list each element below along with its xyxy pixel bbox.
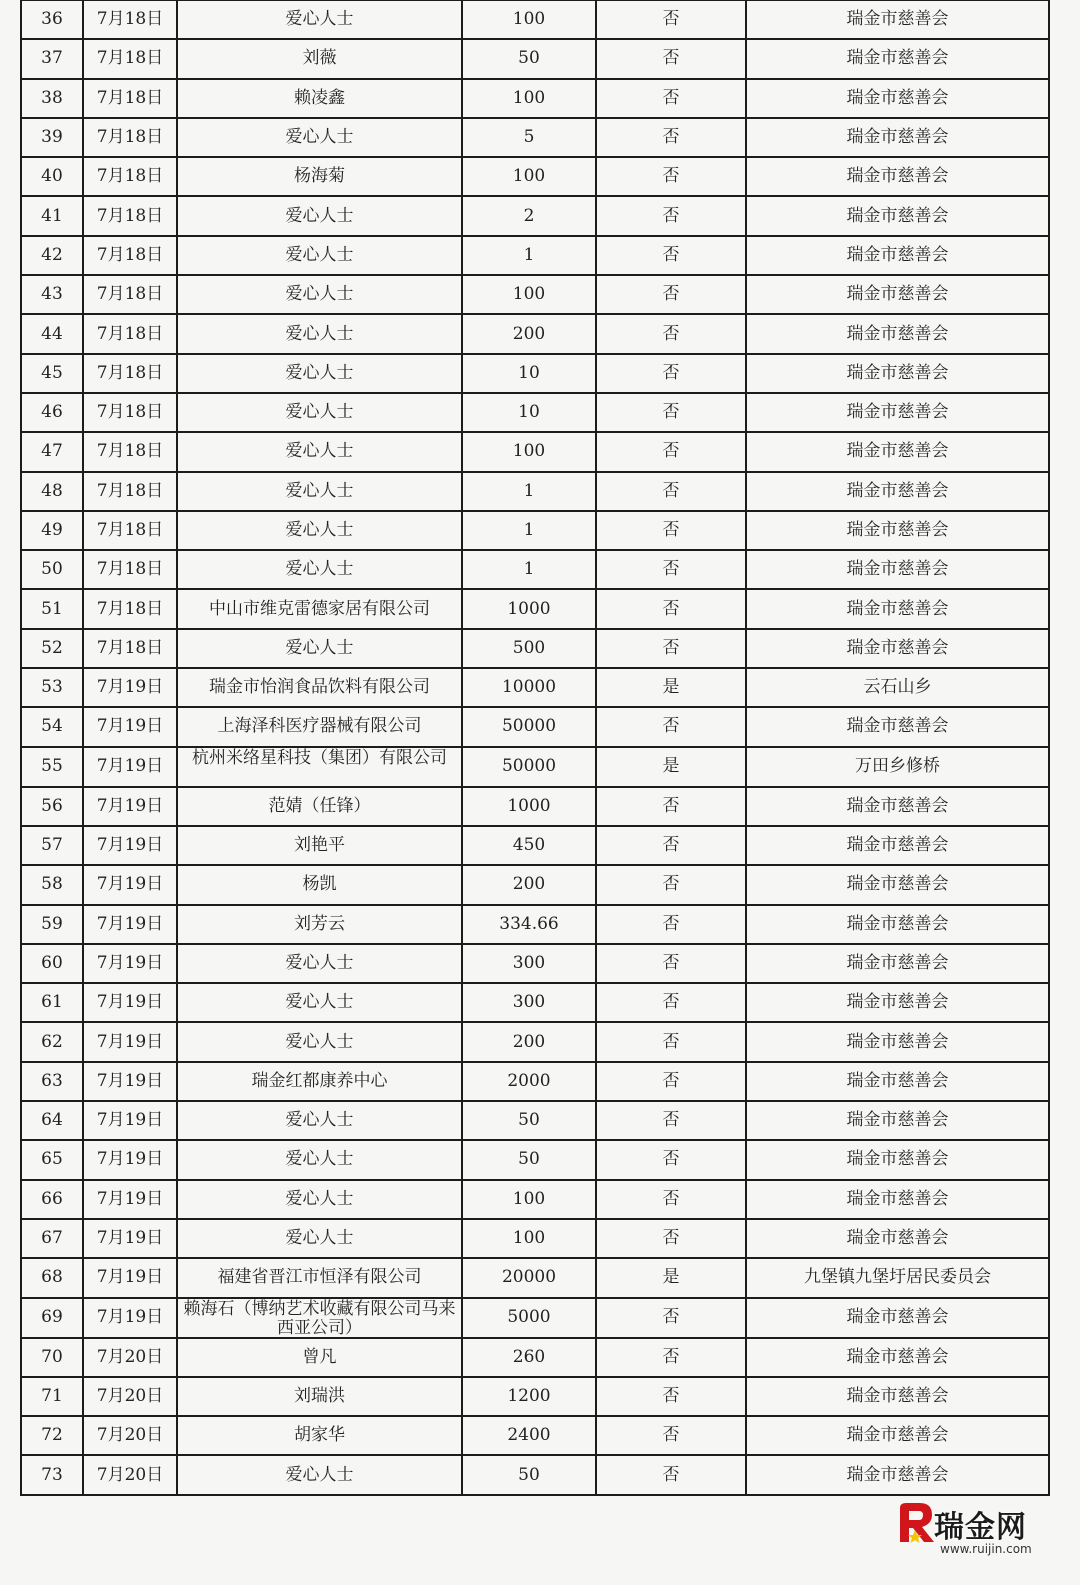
cell-donor: 爱心人士: [177, 393, 462, 432]
cell-recipient: 瑞金市慈善会: [746, 196, 1049, 235]
cell-amount: 260: [462, 1338, 596, 1377]
cell-designated: 否: [596, 0, 746, 39]
cell-amount: 200: [462, 1022, 596, 1061]
cell-number: 48: [21, 472, 83, 511]
cell-number: 69: [21, 1298, 83, 1338]
cell-designated: 否: [596, 1338, 746, 1377]
cell-number: 41: [21, 196, 83, 235]
table-row: [21, 432, 1049, 471]
cell-amount: 100: [462, 275, 596, 314]
table-row: [21, 1140, 1049, 1179]
cell-number: 72: [21, 1416, 83, 1455]
cell-designated: 否: [596, 196, 746, 235]
cell-recipient: 瑞金市慈善会: [746, 0, 1049, 39]
cell-donor: 爱心人士: [177, 1455, 462, 1494]
cell-recipient: 瑞金市慈善会: [746, 983, 1049, 1022]
cell-recipient: 瑞金市慈善会: [746, 1022, 1049, 1061]
cell-date: 7月19日: [83, 1101, 177, 1140]
cell-amount: 1: [462, 236, 596, 275]
cell-number: 68: [21, 1258, 83, 1297]
cell-number: 66: [21, 1180, 83, 1219]
cell-amount: 100: [462, 1219, 596, 1258]
cell-number: 71: [21, 1377, 83, 1416]
cell-date: 7月20日: [83, 1455, 177, 1494]
cell-date: 7月20日: [83, 1338, 177, 1377]
cell-recipient: 瑞金市慈善会: [746, 1140, 1049, 1179]
cell-designated: 否: [596, 1022, 746, 1061]
cell-date: 7月19日: [83, 826, 177, 865]
cell-date: 7月19日: [83, 707, 177, 746]
cell-donor: 爱心人士: [177, 432, 462, 471]
cell-amount: 2: [462, 196, 596, 235]
cell-amount: 1000: [462, 787, 596, 826]
table-row: [21, 1062, 1049, 1101]
cell-designated: 否: [596, 79, 746, 118]
cell-amount: 10: [462, 393, 596, 432]
cell-designated: 否: [596, 787, 746, 826]
cell-donor: 爱心人士: [177, 1101, 462, 1140]
cell-number: 65: [21, 1140, 83, 1179]
cell-donor: 杨海菊: [177, 157, 462, 196]
cell-date: 7月19日: [83, 1180, 177, 1219]
cell-number: 37: [21, 39, 83, 78]
cell-donor: 爱心人士: [177, 0, 462, 39]
cell-donor: 爱心人士: [177, 1022, 462, 1061]
cell-number: 40: [21, 157, 83, 196]
cell-designated: 否: [596, 826, 746, 865]
cell-amount: 50: [462, 1455, 596, 1494]
watermark-url: www.ruijin.com: [940, 1542, 1032, 1556]
table-row: [21, 1101, 1049, 1140]
cell-designated: 否: [596, 39, 746, 78]
cell-recipient: 瑞金市慈善会: [746, 354, 1049, 393]
table-row: [21, 196, 1049, 235]
cell-donor: 瑞金市怡润食品饮料有限公司: [177, 668, 462, 707]
cell-date: 7月18日: [83, 589, 177, 628]
cell-date: 7月19日: [83, 865, 177, 904]
cell-designated: 否: [596, 275, 746, 314]
donation-table-body: [21, 0, 1049, 1495]
cell-recipient: 瑞金市慈善会: [746, 472, 1049, 511]
cell-designated: 否: [596, 865, 746, 904]
cell-number: 54: [21, 707, 83, 746]
cell-recipient: 云石山乡: [746, 668, 1049, 707]
cell-donor: 胡家华: [177, 1416, 462, 1455]
cell-designated: 否: [596, 1298, 746, 1338]
cell-recipient: 瑞金市慈善会: [746, 550, 1049, 589]
cell-date: 7月19日: [83, 944, 177, 983]
cell-donor: 爱心人士: [177, 354, 462, 393]
cell-recipient: 瑞金市慈善会: [746, 589, 1049, 628]
cell-designated: 否: [596, 1416, 746, 1455]
cell-amount: 334.66: [462, 905, 596, 944]
cell-amount: 100: [462, 157, 596, 196]
cell-number: 56: [21, 787, 83, 826]
cell-donor: 爱心人士: [177, 236, 462, 275]
cell-recipient: 瑞金市慈善会: [746, 787, 1049, 826]
table-row: [21, 275, 1049, 314]
cell-date: 7月18日: [83, 196, 177, 235]
table-row: [21, 707, 1049, 746]
ruijin-logo-icon: [894, 1500, 938, 1546]
cell-donor: 刘瑞洪: [177, 1377, 462, 1416]
cell-number: 53: [21, 668, 83, 707]
cell-recipient: 瑞金市慈善会: [746, 39, 1049, 78]
cell-recipient: 瑞金市慈善会: [746, 1338, 1049, 1377]
cell-amount: 100: [462, 432, 596, 471]
table-row: [21, 236, 1049, 275]
cell-amount: 450: [462, 826, 596, 865]
cell-number: 39: [21, 118, 83, 157]
cell-date: 7月18日: [83, 118, 177, 157]
table-row: [21, 826, 1049, 865]
cell-amount: 50: [462, 1140, 596, 1179]
cell-donor: 爱心人士: [177, 275, 462, 314]
cell-recipient: 瑞金市慈善会: [746, 1101, 1049, 1140]
cell-recipient: 瑞金市慈善会: [746, 865, 1049, 904]
cell-date: 7月18日: [83, 550, 177, 589]
cell-designated: 否: [596, 354, 746, 393]
table-row: [21, 629, 1049, 668]
cell-recipient: 瑞金市慈善会: [746, 236, 1049, 275]
table-row: [21, 1377, 1049, 1416]
cell-donor: 中山市维克雷德家居有限公司: [177, 589, 462, 628]
table-row: [21, 1455, 1049, 1494]
cell-amount: 300: [462, 944, 596, 983]
table-row: [21, 511, 1049, 550]
cell-donor: 爱心人士: [177, 629, 462, 668]
cell-recipient: 瑞金市慈善会: [746, 1416, 1049, 1455]
cell-number: 60: [21, 944, 83, 983]
cell-date: 7月20日: [83, 1377, 177, 1416]
cell-recipient: 瑞金市慈善会: [746, 1219, 1049, 1258]
cell-recipient: 瑞金市慈善会: [746, 629, 1049, 668]
cell-donor: 刘艳平: [177, 826, 462, 865]
table-row: [21, 589, 1049, 628]
cell-designated: 否: [596, 1101, 746, 1140]
cell-date: 7月18日: [83, 354, 177, 393]
table-row: [21, 157, 1049, 196]
table-row: [21, 1338, 1049, 1377]
cell-designated: 否: [596, 550, 746, 589]
cell-date: 7月19日: [83, 905, 177, 944]
cell-donor: 爱心人士: [177, 983, 462, 1022]
cell-designated: 否: [596, 983, 746, 1022]
cell-amount: 200: [462, 314, 596, 353]
cell-amount: 100: [462, 1180, 596, 1219]
watermark-brand: 瑞金网: [934, 1510, 1027, 1545]
cell-date: 7月18日: [83, 629, 177, 668]
cell-recipient: 瑞金市慈善会: [746, 432, 1049, 471]
table-row: [21, 983, 1049, 1022]
cell-designated: 否: [596, 314, 746, 353]
cell-designated: 是: [596, 747, 746, 787]
cell-date: 7月18日: [83, 0, 177, 39]
cell-donor: [177, 1298, 462, 1338]
cell-number: 63: [21, 1062, 83, 1101]
cell-number: 58: [21, 865, 83, 904]
cell-donor: 瑞金红都康养中心: [177, 1062, 462, 1101]
cell-number: 38: [21, 79, 83, 118]
table-row: [21, 747, 1049, 787]
table-row: [21, 354, 1049, 393]
cell-recipient: 瑞金市慈善会: [746, 707, 1049, 746]
cell-recipient: 瑞金市慈善会: [746, 1298, 1049, 1338]
cell-date: 7月18日: [83, 511, 177, 550]
cell-number: 70: [21, 1338, 83, 1377]
cell-amount: 200: [462, 865, 596, 904]
table-row: [21, 1219, 1049, 1258]
cell-date: 7月18日: [83, 39, 177, 78]
cell-date: 7月18日: [83, 236, 177, 275]
cell-donor: 赖凌鑫: [177, 79, 462, 118]
cell-designated: 否: [596, 118, 746, 157]
table-row: [21, 393, 1049, 432]
cell-recipient: 九堡镇九堡圩居民委员会: [746, 1258, 1049, 1297]
cell-amount: 10000: [462, 668, 596, 707]
cell-date: 7月18日: [83, 314, 177, 353]
cell-amount: 100: [462, 0, 596, 39]
cell-donor: 杨凯: [177, 865, 462, 904]
cell-number: 61: [21, 983, 83, 1022]
cell-number: 49: [21, 511, 83, 550]
table-row: [21, 1180, 1049, 1219]
cell-recipient: 瑞金市慈善会: [746, 826, 1049, 865]
cell-donor: 爱心人士: [177, 118, 462, 157]
cell-date: 7月18日: [83, 157, 177, 196]
table-row: [21, 787, 1049, 826]
cell-recipient: 瑞金市慈善会: [746, 1377, 1049, 1416]
cell-designated: 否: [596, 1377, 746, 1416]
cell-amount: 20000: [462, 1258, 596, 1297]
cell-date: 7月18日: [83, 432, 177, 471]
cell-donor: 爱心人士: [177, 1180, 462, 1219]
cell-amount: 1000: [462, 589, 596, 628]
cell-amount: 300: [462, 983, 596, 1022]
cell-donor: 爱心人士: [177, 1140, 462, 1179]
cell-date: 7月18日: [83, 79, 177, 118]
cell-recipient: 瑞金市慈善会: [746, 1062, 1049, 1101]
cell-donor: 爱心人士: [177, 314, 462, 353]
cell-recipient: 瑞金市慈善会: [746, 118, 1049, 157]
cell-designated: 否: [596, 629, 746, 668]
cell-recipient: 瑞金市慈善会: [746, 275, 1049, 314]
cell-donor: 爱心人士: [177, 1219, 462, 1258]
cell-amount: 1: [462, 550, 596, 589]
cell-date: 7月18日: [83, 275, 177, 314]
cell-recipient: 万田乡修桥: [746, 747, 1049, 787]
table-row: [21, 550, 1049, 589]
table-row: [21, 79, 1049, 118]
cell-amount: 1200: [462, 1377, 596, 1416]
cell-designated: 否: [596, 511, 746, 550]
cell-number: 55: [21, 747, 83, 787]
ruijin-watermark: [894, 1498, 1054, 1560]
cell-amount: 500: [462, 629, 596, 668]
cell-donor: 福建省晋江市恒泽有限公司: [177, 1258, 462, 1297]
table-row: [21, 472, 1049, 511]
table-row: [21, 0, 1049, 39]
table-row: [21, 865, 1049, 904]
cell-recipient: 瑞金市慈善会: [746, 1455, 1049, 1494]
cell-date: 7月19日: [83, 983, 177, 1022]
cell-amount: 50: [462, 39, 596, 78]
cell-number: 73: [21, 1455, 83, 1494]
cell-designated: 否: [596, 393, 746, 432]
table-row: [21, 905, 1049, 944]
cell-date: 7月19日: [83, 787, 177, 826]
cell-designated: 是: [596, 1258, 746, 1297]
cell-number: 50: [21, 550, 83, 589]
cell-designated: 否: [596, 1180, 746, 1219]
cell-amount: 100: [462, 79, 596, 118]
cell-donor: 爱心人士: [177, 511, 462, 550]
table-row: [21, 118, 1049, 157]
cell-number: 57: [21, 826, 83, 865]
cell-designated: 否: [596, 472, 746, 511]
cell-designated: 否: [596, 1140, 746, 1179]
cell-amount: 50000: [462, 747, 596, 787]
cell-designated: 否: [596, 432, 746, 471]
cell-amount: 50: [462, 1101, 596, 1140]
cell-number: 67: [21, 1219, 83, 1258]
cell-donor: 爱心人士: [177, 196, 462, 235]
cell-recipient: 瑞金市慈善会: [746, 314, 1049, 353]
cell-recipient: 瑞金市慈善会: [746, 1180, 1049, 1219]
cell-recipient: 瑞金市慈善会: [746, 393, 1049, 432]
cell-donor: 曾凡: [177, 1338, 462, 1377]
cell-amount: 50000: [462, 707, 596, 746]
cell-amount: 2400: [462, 1416, 596, 1455]
cell-date: 7月19日: [83, 1219, 177, 1258]
table-row: [21, 314, 1049, 353]
cell-number: 52: [21, 629, 83, 668]
table-row: [21, 1258, 1049, 1297]
cell-amount: 1: [462, 511, 596, 550]
cell-donor: 爱心人士: [177, 550, 462, 589]
cell-donor-text: 杭州米络星科技（集团）有限公司: [192, 747, 447, 768]
donation-table: [20, 0, 1050, 1496]
cell-donor: 爱心人士: [177, 472, 462, 511]
cell-designated: 否: [596, 157, 746, 196]
table-row: [21, 668, 1049, 707]
cell-amount: 5: [462, 118, 596, 157]
cell-date: 7月20日: [83, 1416, 177, 1455]
cell-donor-text: 赖海石（博纳艺术收藏有限公司马来西亚公司）: [183, 1298, 456, 1337]
cell-recipient: 瑞金市慈善会: [746, 157, 1049, 196]
cell-amount: 10: [462, 354, 596, 393]
cell-date: 7月18日: [83, 393, 177, 432]
cell-designated: 否: [596, 707, 746, 746]
cell-recipient: 瑞金市慈善会: [746, 79, 1049, 118]
cell-number: 62: [21, 1022, 83, 1061]
cell-date: 7月19日: [83, 747, 177, 787]
cell-donor: 爱心人士: [177, 944, 462, 983]
table-row: [21, 1022, 1049, 1061]
cell-designated: 否: [596, 1455, 746, 1494]
table-row: [21, 1298, 1049, 1338]
cell-number: 59: [21, 905, 83, 944]
cell-date: 7月19日: [83, 1022, 177, 1061]
cell-number: 45: [21, 354, 83, 393]
cell-donor: 范婧（任锋）: [177, 787, 462, 826]
cell-designated: 是: [596, 668, 746, 707]
cell-donor: [177, 747, 462, 787]
cell-date: 7月19日: [83, 668, 177, 707]
cell-amount: 5000: [462, 1298, 596, 1338]
cell-recipient: 瑞金市慈善会: [746, 511, 1049, 550]
cell-designated: 否: [596, 944, 746, 983]
table-row: [21, 944, 1049, 983]
cell-recipient: 瑞金市慈善会: [746, 905, 1049, 944]
cell-designated: 否: [596, 905, 746, 944]
cell-number: 44: [21, 314, 83, 353]
cell-designated: 否: [596, 1062, 746, 1101]
cell-number: 43: [21, 275, 83, 314]
cell-date: 7月19日: [83, 1258, 177, 1297]
cell-donor: 刘芳云: [177, 905, 462, 944]
cell-date: 7月19日: [83, 1062, 177, 1101]
cell-amount: 2000: [462, 1062, 596, 1101]
cell-donor: 刘薇: [177, 39, 462, 78]
cell-designated: 否: [596, 1219, 746, 1258]
cell-date: 7月19日: [83, 1298, 177, 1338]
cell-amount: 1: [462, 472, 596, 511]
cell-date: 7月19日: [83, 1140, 177, 1179]
cell-number: 36: [21, 0, 83, 39]
cell-number: 64: [21, 1101, 83, 1140]
cell-number: 42: [21, 236, 83, 275]
cell-designated: 否: [596, 589, 746, 628]
table-row: [21, 1416, 1049, 1455]
table-row: [21, 39, 1049, 78]
cell-designated: 否: [596, 236, 746, 275]
cell-number: 46: [21, 393, 83, 432]
cell-donor: 上海泽科医疗器械有限公司: [177, 707, 462, 746]
cell-number: 47: [21, 432, 83, 471]
cell-recipient: 瑞金市慈善会: [746, 944, 1049, 983]
cell-date: 7月18日: [83, 472, 177, 511]
cell-number: 51: [21, 589, 83, 628]
